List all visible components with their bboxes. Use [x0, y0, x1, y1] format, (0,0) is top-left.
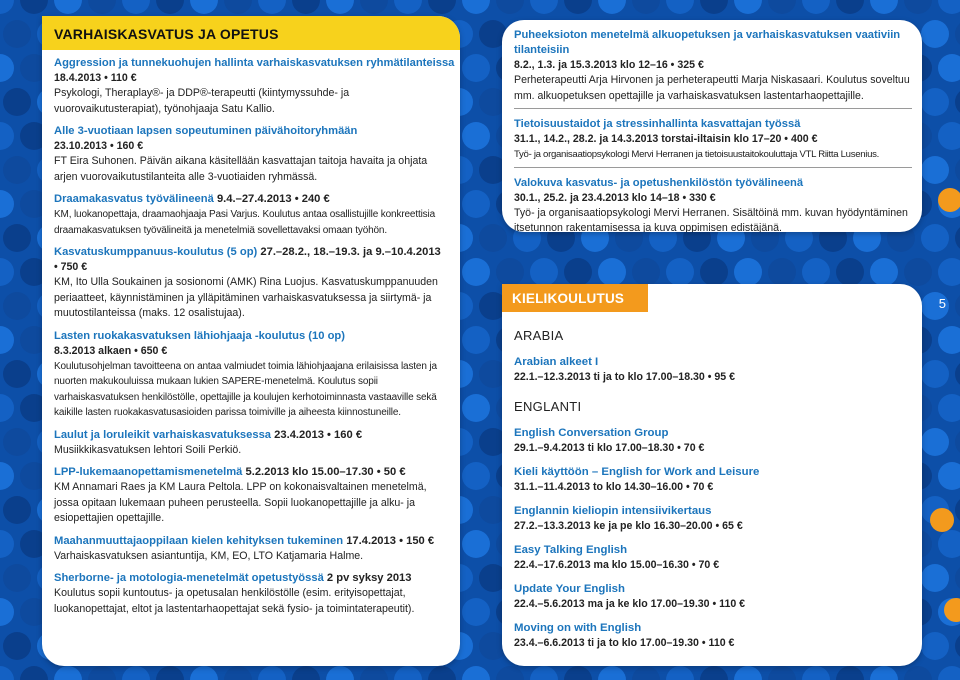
course-title[interactable]: Kasvatuskumppanuus-koulutus (5 op): [54, 246, 258, 258]
section-heading-englanti: ENGLANTI: [514, 399, 582, 414]
divider: [514, 167, 912, 168]
course-item[interactable]: [514, 28, 912, 104]
course-description: Koulutusohjelman tavoitteena on antaa valmiudet toimia lähiohjaajana erilaisissa lasten ja nuorten makukouluissa mukaan lukien SAPERE-menetelmä. Koulutus sopii varhaiskasvatuksen henkilöstölle, opettajille ja koulujen kerhotoiminnasta vastaaville sekä kaikille lasten ruokakasvatusasioiden parissa toimiville ja aiheesta kiinnostuneille.: [54, 360, 437, 418]
course-item[interactable]: [54, 245, 452, 322]
course-description: Työ- ja organisaatiopsykologi Mervi Herranen ja tietoisuustaitokouluttaja VTL Riitta Lusenius.: [514, 149, 879, 160]
course-item[interactable]: [514, 582, 912, 612]
course-title-row: [54, 534, 452, 549]
course-date-price: 23.4.2013 • 160 €: [274, 428, 363, 441]
course-title[interactable]: Easy Talking English: [514, 544, 628, 556]
language-header: [502, 284, 648, 312]
course-item[interactable]: [54, 124, 452, 185]
course-title-row: [54, 428, 452, 443]
course-date-price: 17.4.2013 • 150 €: [346, 534, 435, 547]
course-title[interactable]: Tietoisuustaidot ja stressinhallinta kasvattajan työssä: [514, 118, 801, 130]
course-item[interactable]: [514, 426, 912, 456]
course-date-price: 23.4.–6.6.2013 ti ja to klo 17.00–19.30 • 110 €: [514, 637, 735, 649]
course-item[interactable]: [514, 117, 912, 163]
course-price: • 750 €: [54, 261, 88, 273]
course-date-price: 22.1.–12.3.2013 ti ja to klo 17.00–18.30 • 95 €: [514, 371, 736, 383]
course-title[interactable]: Valokuva kasvatus- ja opetushenkilöstön työvälineenä: [514, 176, 804, 189]
course-description: KM, Ito Ulla Soukainen ja sosionomi (AMK) Rina Luojus. Kasvatuskumppanuuden periaatteet, käynnistäminen ja ylläpitäminen varhaiskasvatuksessa ja siirtymä- ja muutostilanteissa (maks. 12 osalistujaa).: [54, 276, 438, 319]
course-title[interactable]: Arabian alkeet I: [514, 356, 599, 368]
course-title[interactable]: LPP-lukemaanopettamismenetelmä: [54, 466, 243, 478]
course-item[interactable]: [54, 428, 452, 459]
course-dates: 27.–28.2., 18.–19.3. ja 9.–10.4.2013: [260, 246, 441, 258]
course-title[interactable]: Alle 3-vuotiaan lapsen sopeutuminen päivähoitoryhmään: [54, 125, 358, 137]
course-item[interactable]: [514, 621, 912, 651]
course-date-price: 30.1., 25.2. ja 23.4.2013 klo 14–18 • 330 €: [514, 191, 716, 204]
page-number: 5: [938, 296, 946, 311]
course-title[interactable]: Laulut ja loruleikit varhaiskasvatuksessa: [54, 428, 272, 441]
course-description: Psykologi, Theraplay®- ja DDP®-terapeutti (kiintymyssuhde- ja vuorovaikutusterapiat), työnohjaaja Satu Kallio.: [54, 87, 350, 115]
course-date: 2 pv syksy 2013: [326, 572, 412, 584]
course-item[interactable]: [514, 465, 912, 495]
continued-list: [514, 28, 912, 232]
continued-courses-card: [502, 20, 922, 232]
course-title-row: [54, 192, 452, 207]
course-item[interactable]: [54, 571, 452, 617]
course-description: Työ- ja organisaatiopsykologi Mervi Herranen. Sisältöinä mm. kuvan hyödyntäminen itsetunnon rakentamisessa ja kuva oppimisen edistäjänä.: [514, 206, 908, 232]
course-title[interactable]: Moving on with English: [514, 622, 642, 634]
course-title-row: [54, 245, 452, 260]
course-item[interactable]: [54, 534, 452, 565]
course-description: KM, luokanopettaja, draamaohjaaja Pasi Varjus. Koulutus antaa osallistujille konkreettisia draamakasvatuksen työvälineitä ja menetelmiä sovellettavaksi omaan työhön.: [54, 209, 435, 236]
course-title[interactable]: Kieli käyttöön – English for Work and Leisure: [514, 466, 760, 478]
course-title[interactable]: English Conversation Group: [514, 427, 669, 439]
course-date-price: 22.4.–5.6.2013 ma ja ke klo 17.00–19.30 • 110 €: [514, 598, 746, 610]
course-item[interactable]: [514, 176, 912, 233]
course-description: Musiikkikasvatuksen lehtori Soili Perkiö.: [54, 443, 242, 456]
course-title-row: [54, 571, 452, 586]
course-title[interactable]: Sherborne- ja motologia-menetelmät opetustyössä: [54, 572, 324, 584]
course-title[interactable]: Update Your English: [514, 583, 625, 595]
course-item[interactable]: [54, 465, 452, 527]
course-item[interactable]: [54, 56, 455, 117]
course-item[interactable]: [514, 504, 912, 534]
course-title[interactable]: Aggression ja tunnekuohujen hallinta varhaiskasvatuksen ryhmätilanteissa: [54, 57, 455, 69]
course-description: Koulutus sopii kuntoutus- ja opetusalan henkilöstölle (esim. erityisopettajat, luokanopettajat, eltot ja lastentarhaopettajat sekä fysio- ja toimintaterapeutit).: [54, 587, 415, 615]
course-date-price: 8.3.2013 alkaen • 650 €: [54, 344, 168, 357]
course-description: Perheterapeutti Arja Hirvonen ja perheterapeutti Marja Niskasaari. Koulutus soveltuu mm. alkuopetuksen opettajille ja varhaiskasvatuksen lastentarhaopettajille.: [514, 74, 910, 102]
course-date-price: 29.1.–9.4.2013 ti klo 17.00–18.30 • 70 €: [514, 442, 705, 454]
education-header-text: VARHAISKASVATUS JA OPETUS: [54, 26, 279, 42]
course-date-price: 23.10.2013 • 160 €: [54, 140, 144, 152]
course-title[interactable]: Maahanmuuttajaoppilaan kielen kehityksen tukeminen: [54, 534, 344, 547]
course-item[interactable]: [514, 543, 912, 573]
course-date-price: 8.2., 1.3. ja 15.3.2013 klo 12–16 • 325 €: [514, 59, 704, 71]
education-list: [54, 56, 455, 624]
course-description: Varhaiskasvatuksen asiantuntija, KM, EO, LTO Katjamaria Halme.: [54, 549, 364, 562]
course-date-price: 18.4.2013 • 110 €: [54, 72, 137, 84]
course-date-price: 5.2.2013 klo 15.00–17.30 • 50 €: [245, 466, 406, 478]
course-title-row: [54, 465, 452, 480]
language-courses-card: [502, 284, 922, 666]
course-description: KM Annamari Raes ja KM Laura Peltola. LPP on kokonaisvaltainen menetelmä, jossa opitaan lukemaan puheen perusteella. Sopii luokanopettajille ja alku- ja esiopettajien opettajille.: [54, 481, 427, 524]
course-date-price: 9.4.–27.4.2013 • 240 €: [216, 193, 330, 205]
course-item[interactable]: [514, 355, 912, 385]
course-item[interactable]: [54, 329, 452, 421]
course-item[interactable]: [54, 192, 452, 238]
education-card: [42, 16, 460, 666]
divider: [514, 108, 912, 109]
course-title[interactable]: Puheeksioton menetelmä alkuopetuksen ja varhaiskasvatuksen vaativiin tilanteisiin: [514, 29, 901, 56]
course-date-price: 22.4.–17.6.2013 ma klo 15.00–16.30 • 70 €: [514, 559, 720, 571]
course-title[interactable]: Draamakasvatus työvälineenä: [54, 193, 214, 205]
course-description: FT Eira Suhonen. Päivän aikana käsitellään kasvattajan taitoja havaita ja ohjata arjen vuorovaikutustilanteita alle 3-vuotiaiden ryhmässä.: [54, 155, 428, 183]
course-date-price: 27.2.–13.3.2013 ke ja pe klo 16.30–20.00 • 65 €: [514, 520, 743, 532]
course-title[interactable]: Lasten ruokakasvatuksen lähiohjaaja -koulutus (10 op): [54, 329, 345, 342]
education-header: [42, 16, 460, 50]
section-heading-arabia: ARABIA: [514, 328, 564, 343]
language-list: [514, 326, 912, 660]
language-header-text: KIELIKOULUTUS: [512, 291, 625, 306]
course-date-price: 31.1.–11.4.2013 to klo 14.30–16.00 • 70 €: [514, 481, 714, 493]
course-title[interactable]: Englannin kieliopin intensiivikertaus: [514, 505, 712, 517]
course-date-price: 31.1., 14.2., 28.2. ja 14.3.2013 torstai-iltaisin klo 17–20 • 400 €: [514, 133, 818, 145]
